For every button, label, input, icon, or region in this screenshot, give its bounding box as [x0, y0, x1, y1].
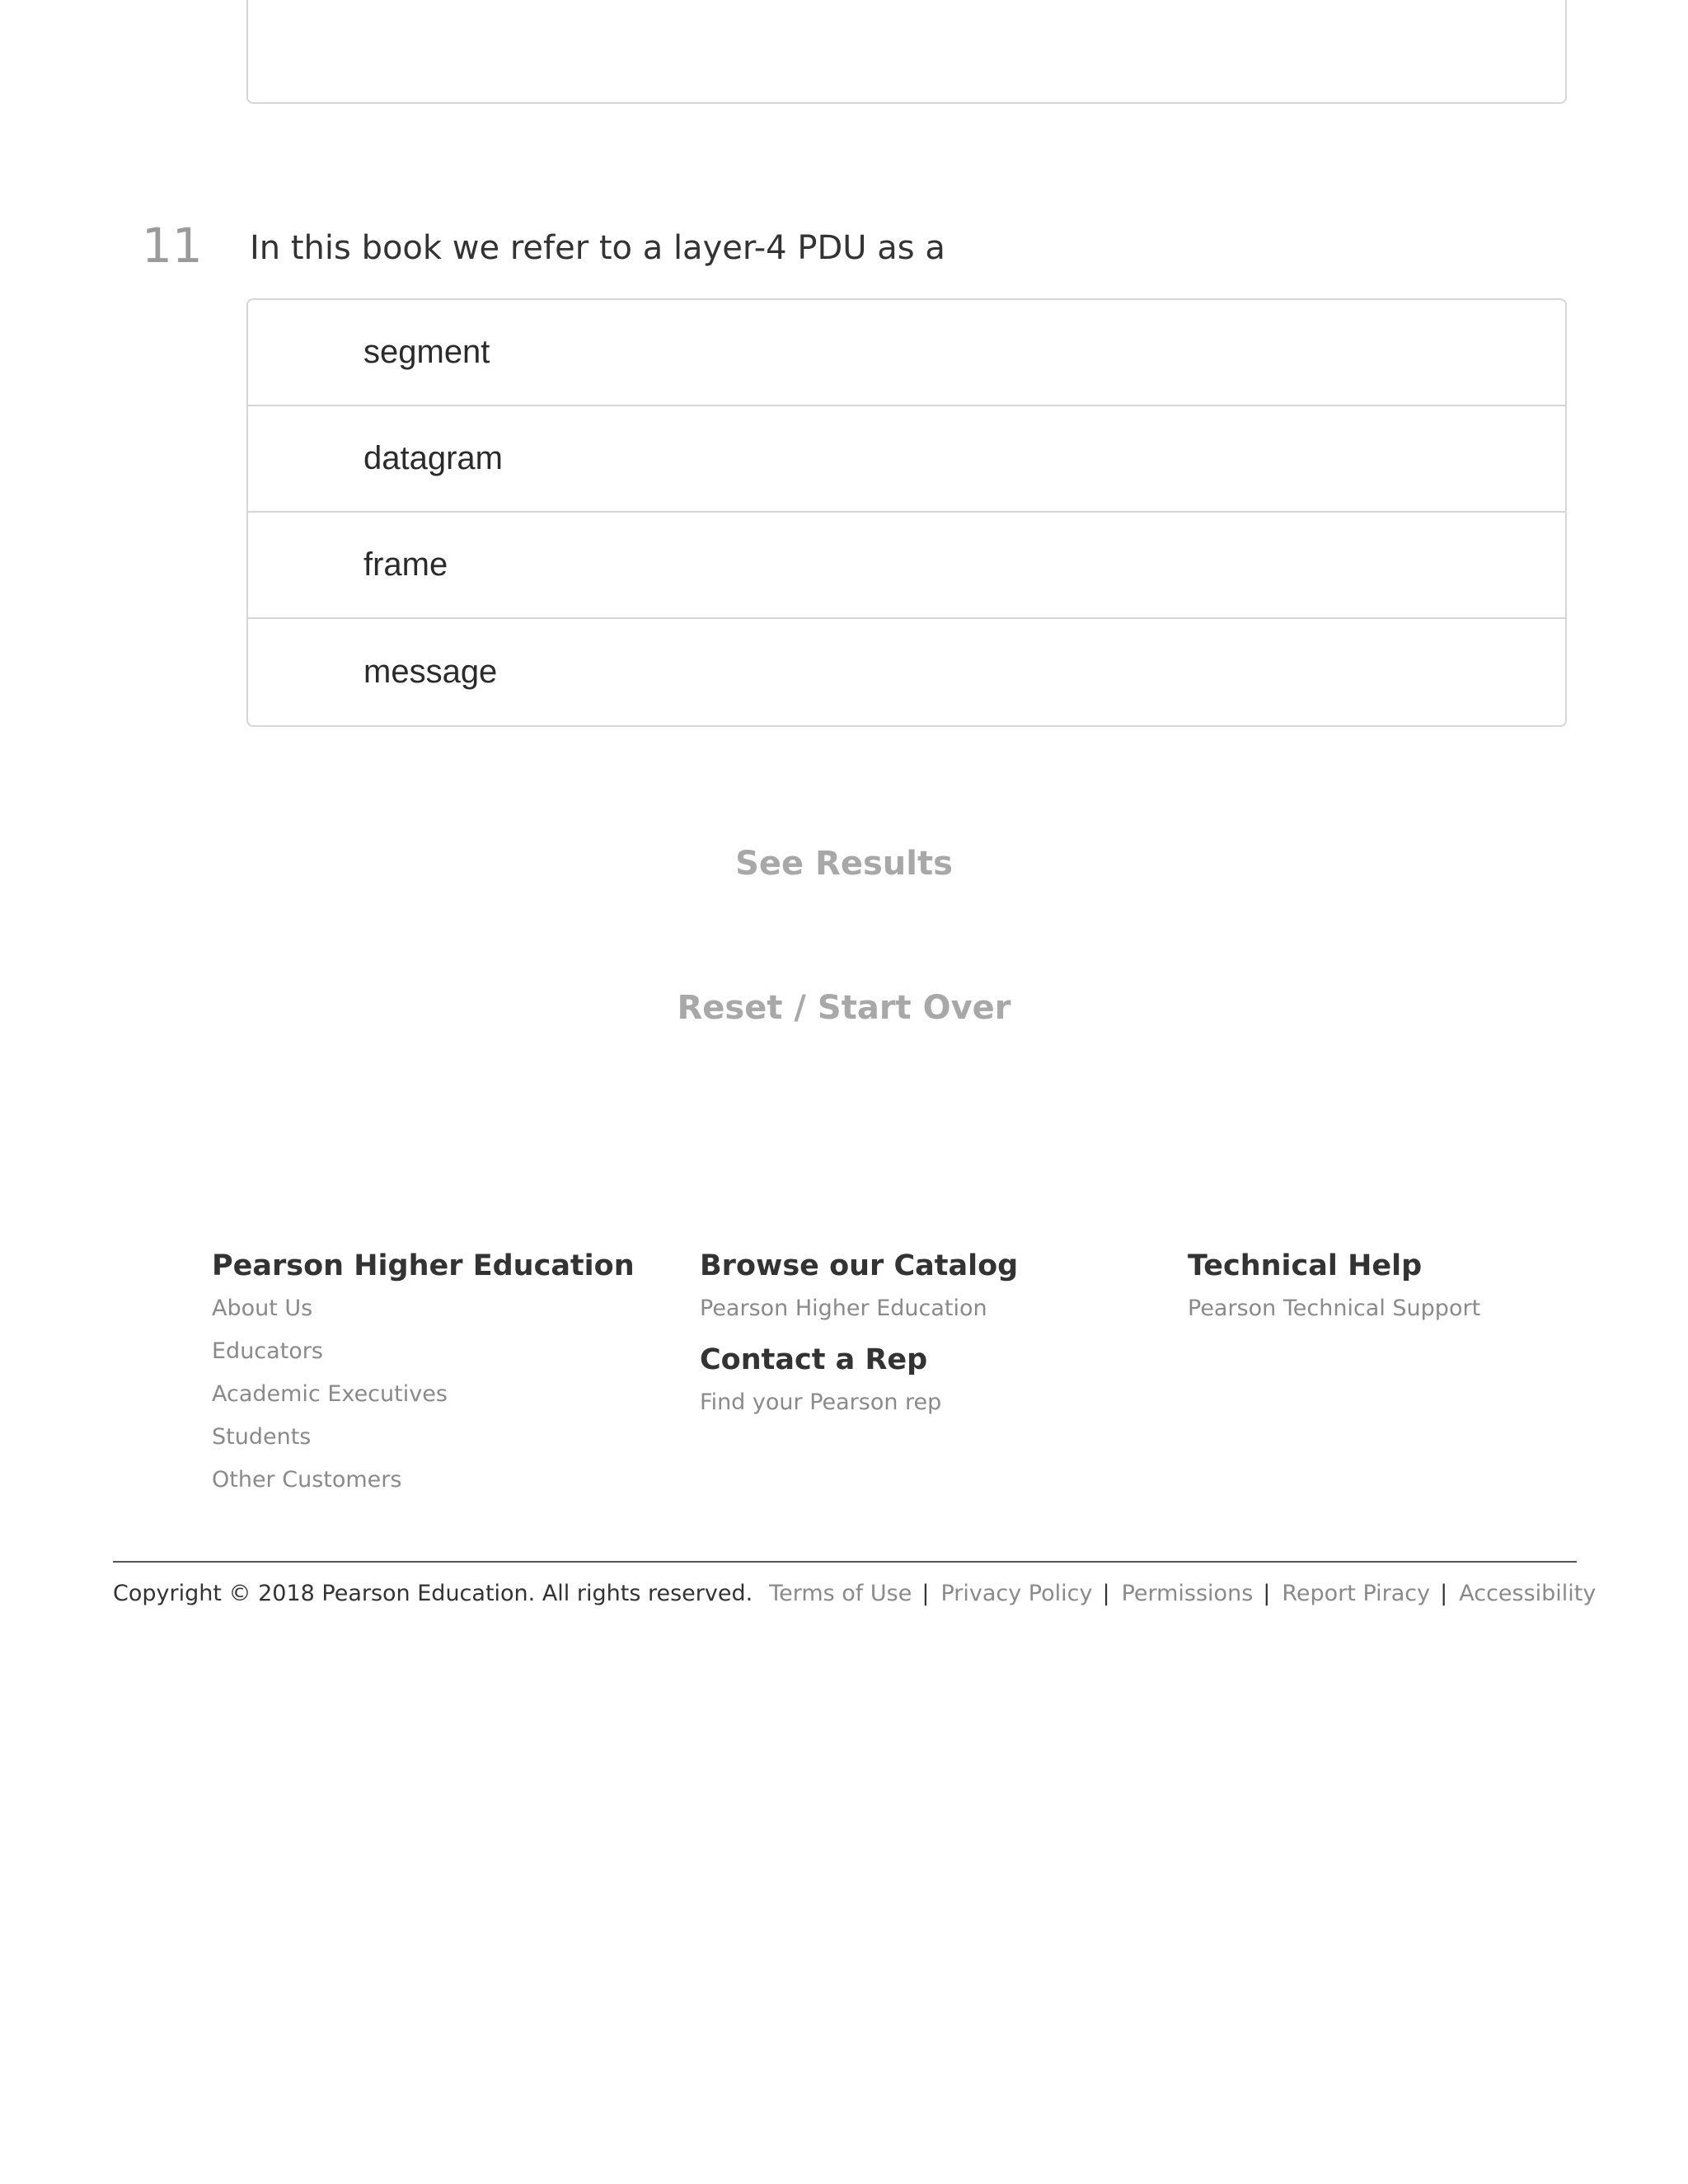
link-separator: |	[1263, 1581, 1271, 1606]
footer-link-find-rep[interactable]: Find your Pearson rep	[700, 1390, 942, 1415]
footer-link-academic-executives[interactable]: Academic Executives	[212, 1381, 448, 1407]
terms-of-use-link[interactable]: Terms of Use	[769, 1581, 912, 1606]
legal-bar	[113, 1577, 1596, 1610]
answer-option-datagram[interactable]: datagram	[248, 406, 1565, 513]
footer-heading: Pearson Higher Education	[212, 1249, 635, 1282]
footer-link-technical-support[interactable]: Pearson Technical Support	[1188, 1296, 1481, 1321]
footer-column-higher-ed	[212, 1244, 635, 1502]
see-results-button[interactable]: See Results	[735, 845, 953, 883]
report-piracy-link[interactable]: Report Piracy	[1282, 1581, 1431, 1606]
answer-option-frame[interactable]: frame	[248, 513, 1565, 619]
link-separator: |	[921, 1581, 930, 1606]
footer-link-about-us[interactable]: About Us	[212, 1296, 313, 1321]
footer-link-other-customers[interactable]: Other Customers	[212, 1467, 402, 1493]
footer-divider	[113, 1561, 1577, 1563]
question-number: 11	[142, 218, 203, 274]
accessibility-link[interactable]: Accessibility	[1459, 1581, 1597, 1606]
footer-link-students[interactable]: Students	[212, 1424, 312, 1450]
footer-heading: Browse our Catalog	[700, 1249, 1019, 1282]
footer-heading: Contact a Rep	[700, 1343, 928, 1376]
footer-link-educators[interactable]: Educators	[212, 1338, 323, 1364]
previous-question-card	[246, 0, 1567, 104]
link-separator: |	[1440, 1581, 1448, 1606]
privacy-policy-link[interactable]: Privacy Policy	[940, 1581, 1093, 1606]
permissions-link[interactable]: Permissions	[1121, 1581, 1254, 1606]
answer-option-segment[interactable]: segment	[248, 300, 1565, 406]
footer-column-catalog	[700, 1244, 1018, 1424]
question-text: In this book we refer to a layer-4 PDU as a	[250, 229, 945, 267]
footer-heading: Technical Help	[1188, 1249, 1423, 1282]
answer-option-message[interactable]: message	[363, 654, 498, 690]
footer-link-catalog[interactable]: Pearson Higher Education	[700, 1296, 987, 1321]
footer-column-technical-help	[1188, 1244, 1480, 1330]
link-separator: |	[1102, 1581, 1110, 1606]
copyright-text: Copyright © 2018 Pearson Education. All rights reserved.	[113, 1581, 753, 1606]
answer-list	[246, 298, 1567, 727]
reset-start-over-button[interactable]: Reset / Start Over	[677, 989, 1011, 1027]
